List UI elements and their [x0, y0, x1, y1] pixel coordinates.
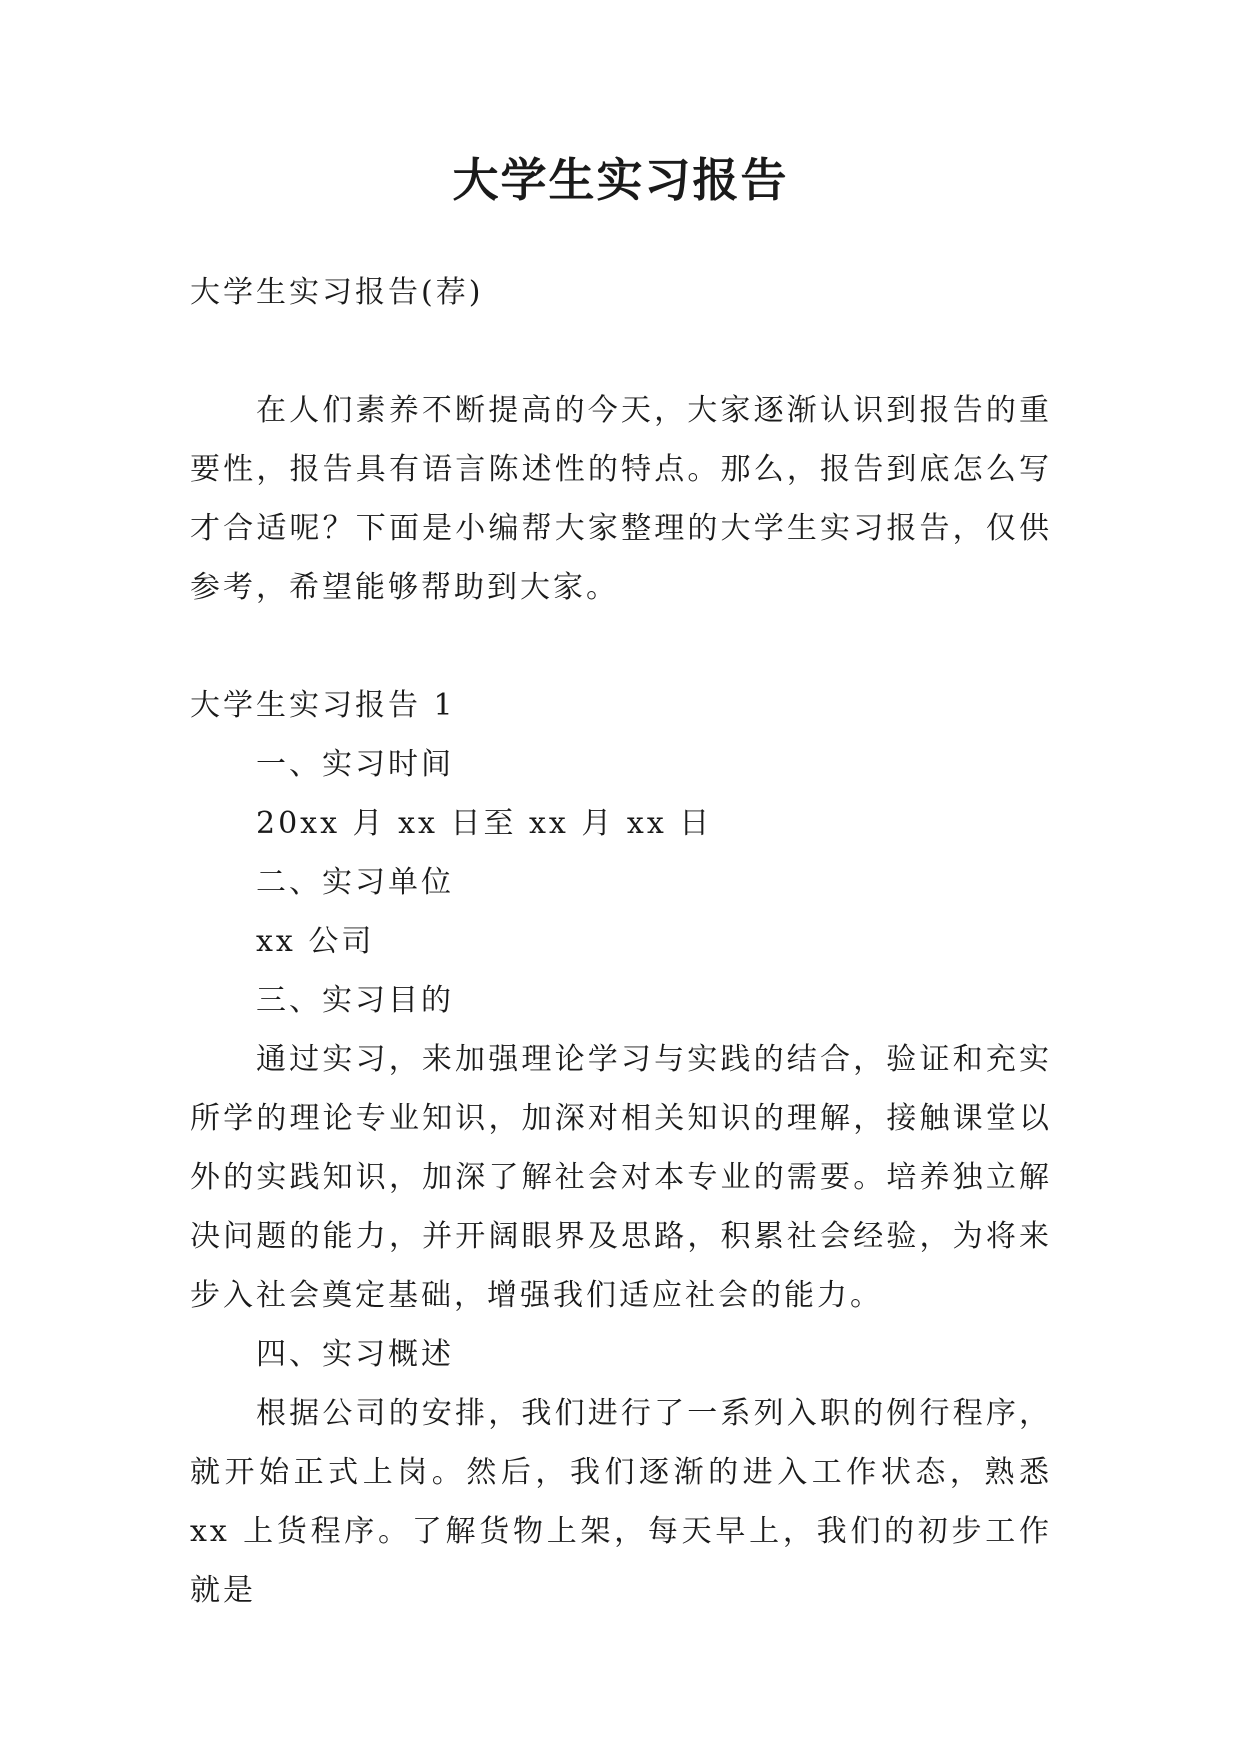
- spacer: [190, 617, 1052, 676]
- section-heading-overview: 四、实习概述: [256, 1337, 454, 1372]
- spacer: [190, 322, 1052, 381]
- document-title: 大学生实习报告: [452, 153, 789, 207]
- section-heading-purpose: 三、实习目的: [256, 983, 454, 1018]
- report-heading: 大学生实习报告 1: [190, 688, 456, 723]
- section-value-unit: xx 公司: [256, 924, 375, 959]
- section-value-time: 20xx 月 xx 日至 xx 月 xx 日: [256, 806, 713, 841]
- overview-paragraph: 根据公司的安排，我们进行了一系列入职的例行程序，就开始正式上岗。然后，我们逐渐的进入工作状态，熟悉 xx 上货程序。了解货物上架，每天早上，我们的初步工作就是: [190, 1396, 1052, 1608]
- document-body: [190, 263, 1052, 1620]
- document-subtitle: 大学生实习报告(荐): [190, 275, 484, 310]
- purpose-paragraph: 通过实习，来加强理论学习与实践的结合，验证和充实所学的理论专业知识，加深对相关知识的理解，接触课堂以外的实践知识，加深了解社会对本专业的需要。培养独立解决问题的能力，并开阔眼界及思路，积累社会经验，为将来步入社会奠定基础，增强我们适应社会的能力。: [190, 1042, 1052, 1313]
- intro-paragraph: 在人们素养不断提高的今天，大家逐渐认识到报告的重要性，报告具有语言陈述性的特点。那么，报告到底怎么写才合适呢？下面是小编帮大家整理的大学生实习报告，仅供参考，希望能够帮助到大家。: [190, 393, 1052, 605]
- section-heading-time: 一、实习时间: [256, 747, 454, 782]
- section-heading-unit: 二、实习单位: [256, 865, 454, 900]
